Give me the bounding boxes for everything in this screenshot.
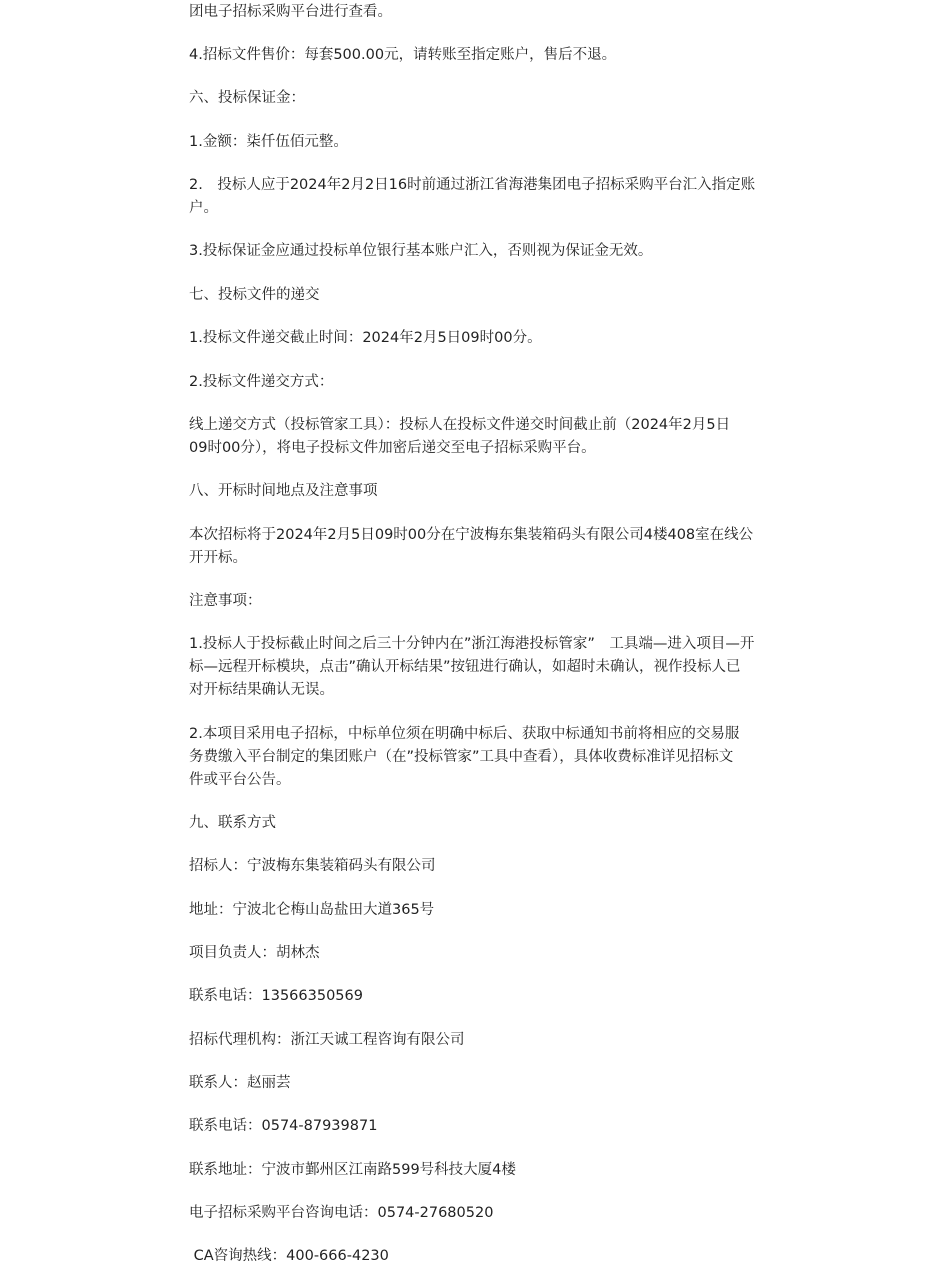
paragraph-note1-line2: 标—远程开标模块，点击”确认开标结果”按钮进行确认，如超时未确认，视作投标人已 — [189, 659, 741, 675]
contact-agency: 招标代理机构：浙江天诚工程咨询有限公司 — [189, 1032, 465, 1048]
paragraph-bond-deadline-line2: 户。 — [189, 200, 218, 216]
section-heading-bid-bond: 六、投标保证金： — [189, 90, 305, 106]
contact-address: 地址：宁波北仑梅山岛盐田大道365号 — [189, 902, 435, 918]
contact-project-lead: 项目负责人：胡林杰 — [189, 945, 320, 961]
subheading-notes: 注意事项： — [189, 593, 262, 609]
paragraph-bond-account: 3.投标保证金应通过投标单位银行基本账户汇入，否则视为保证金无效。 — [189, 243, 653, 259]
paragraph-note2-line2: 务费缴入平台制定的集团账户（在”投标管家”工具中查看），具体收费标准详见招标文 — [189, 749, 734, 765]
paragraph-note2-line1: 2.本项目采用电子招标，中标单位须在明确中标后、获取中标通知书前将相应的交易服 — [189, 726, 740, 742]
contact-platform-hotline: 电子招标采购平台咨询电话：0574-27680520 — [189, 1205, 494, 1221]
paragraph-note1-line1: 1.投标人于投标截止时间之后三十分钟内在”浙江海港投标管家” 工具端—进入项目—开 — [189, 636, 755, 652]
paragraph-note2-line3: 件或平台公告。 — [189, 772, 291, 788]
paragraph-online-submission-line1: 线上递交方式（投标管家工具）：投标人在投标文件递交时间截止前（2024年2月5日 — [189, 417, 731, 433]
contact-tenderer: 招标人：宁波梅东集装箱码头有限公司 — [189, 858, 436, 874]
paragraph-opening-time-line2: 开开标。 — [189, 550, 247, 566]
paragraph-bond-deadline-line1: 2. 投标人应于2024年2月2日16时前通过浙江省海港集团电子招标采购平台汇入指定账 — [189, 177, 756, 193]
contact-ca-hotline: CA咨询热线：400-666-4230 — [189, 1248, 389, 1264]
contact-phone: 联系电话：13566350569 — [189, 988, 363, 1004]
section-heading-opening: 八、开标时间地点及注意事项 — [189, 483, 378, 499]
contact-agency-person: 联系人：赵丽芸 — [189, 1075, 291, 1091]
section-heading-submission: 七、投标文件的递交 — [189, 287, 320, 303]
paragraph-bond-amount: 1.金额：柒仟伍佰元整。 — [189, 134, 348, 150]
paragraph-submission-deadline: 1.投标文件递交截止时间：2024年2月5日09时00分。 — [189, 330, 542, 346]
paragraph-note1-line3: 对开标结果确认无误。 — [189, 682, 334, 698]
section-heading-contact: 九、联系方式 — [189, 815, 276, 831]
paragraph-opening-time-line1: 本次招标将于2024年2月5日09时00分在宁波梅东集装箱码头有限公司4楼408室在线公 — [189, 527, 754, 543]
contact-agency-phone: 联系电话：0574-87939871 — [189, 1118, 378, 1134]
paragraph-document-price: 4.招标文件售价：每套500.00元，请转账至指定账户，售后不退。 — [189, 47, 617, 63]
paragraph-online-submission-line2: 09时00分），将电子投标文件加密后递交至电子招标采购平台。 — [189, 440, 596, 456]
contact-agency-address: 联系地址：宁波市鄞州区江南路599号科技大厦4楼 — [189, 1162, 516, 1178]
paragraph-platform-view-tail: 团电子招标采购平台进行查看。 — [189, 4, 392, 20]
paragraph-submission-method: 2.投标文件递交方式： — [189, 374, 334, 390]
